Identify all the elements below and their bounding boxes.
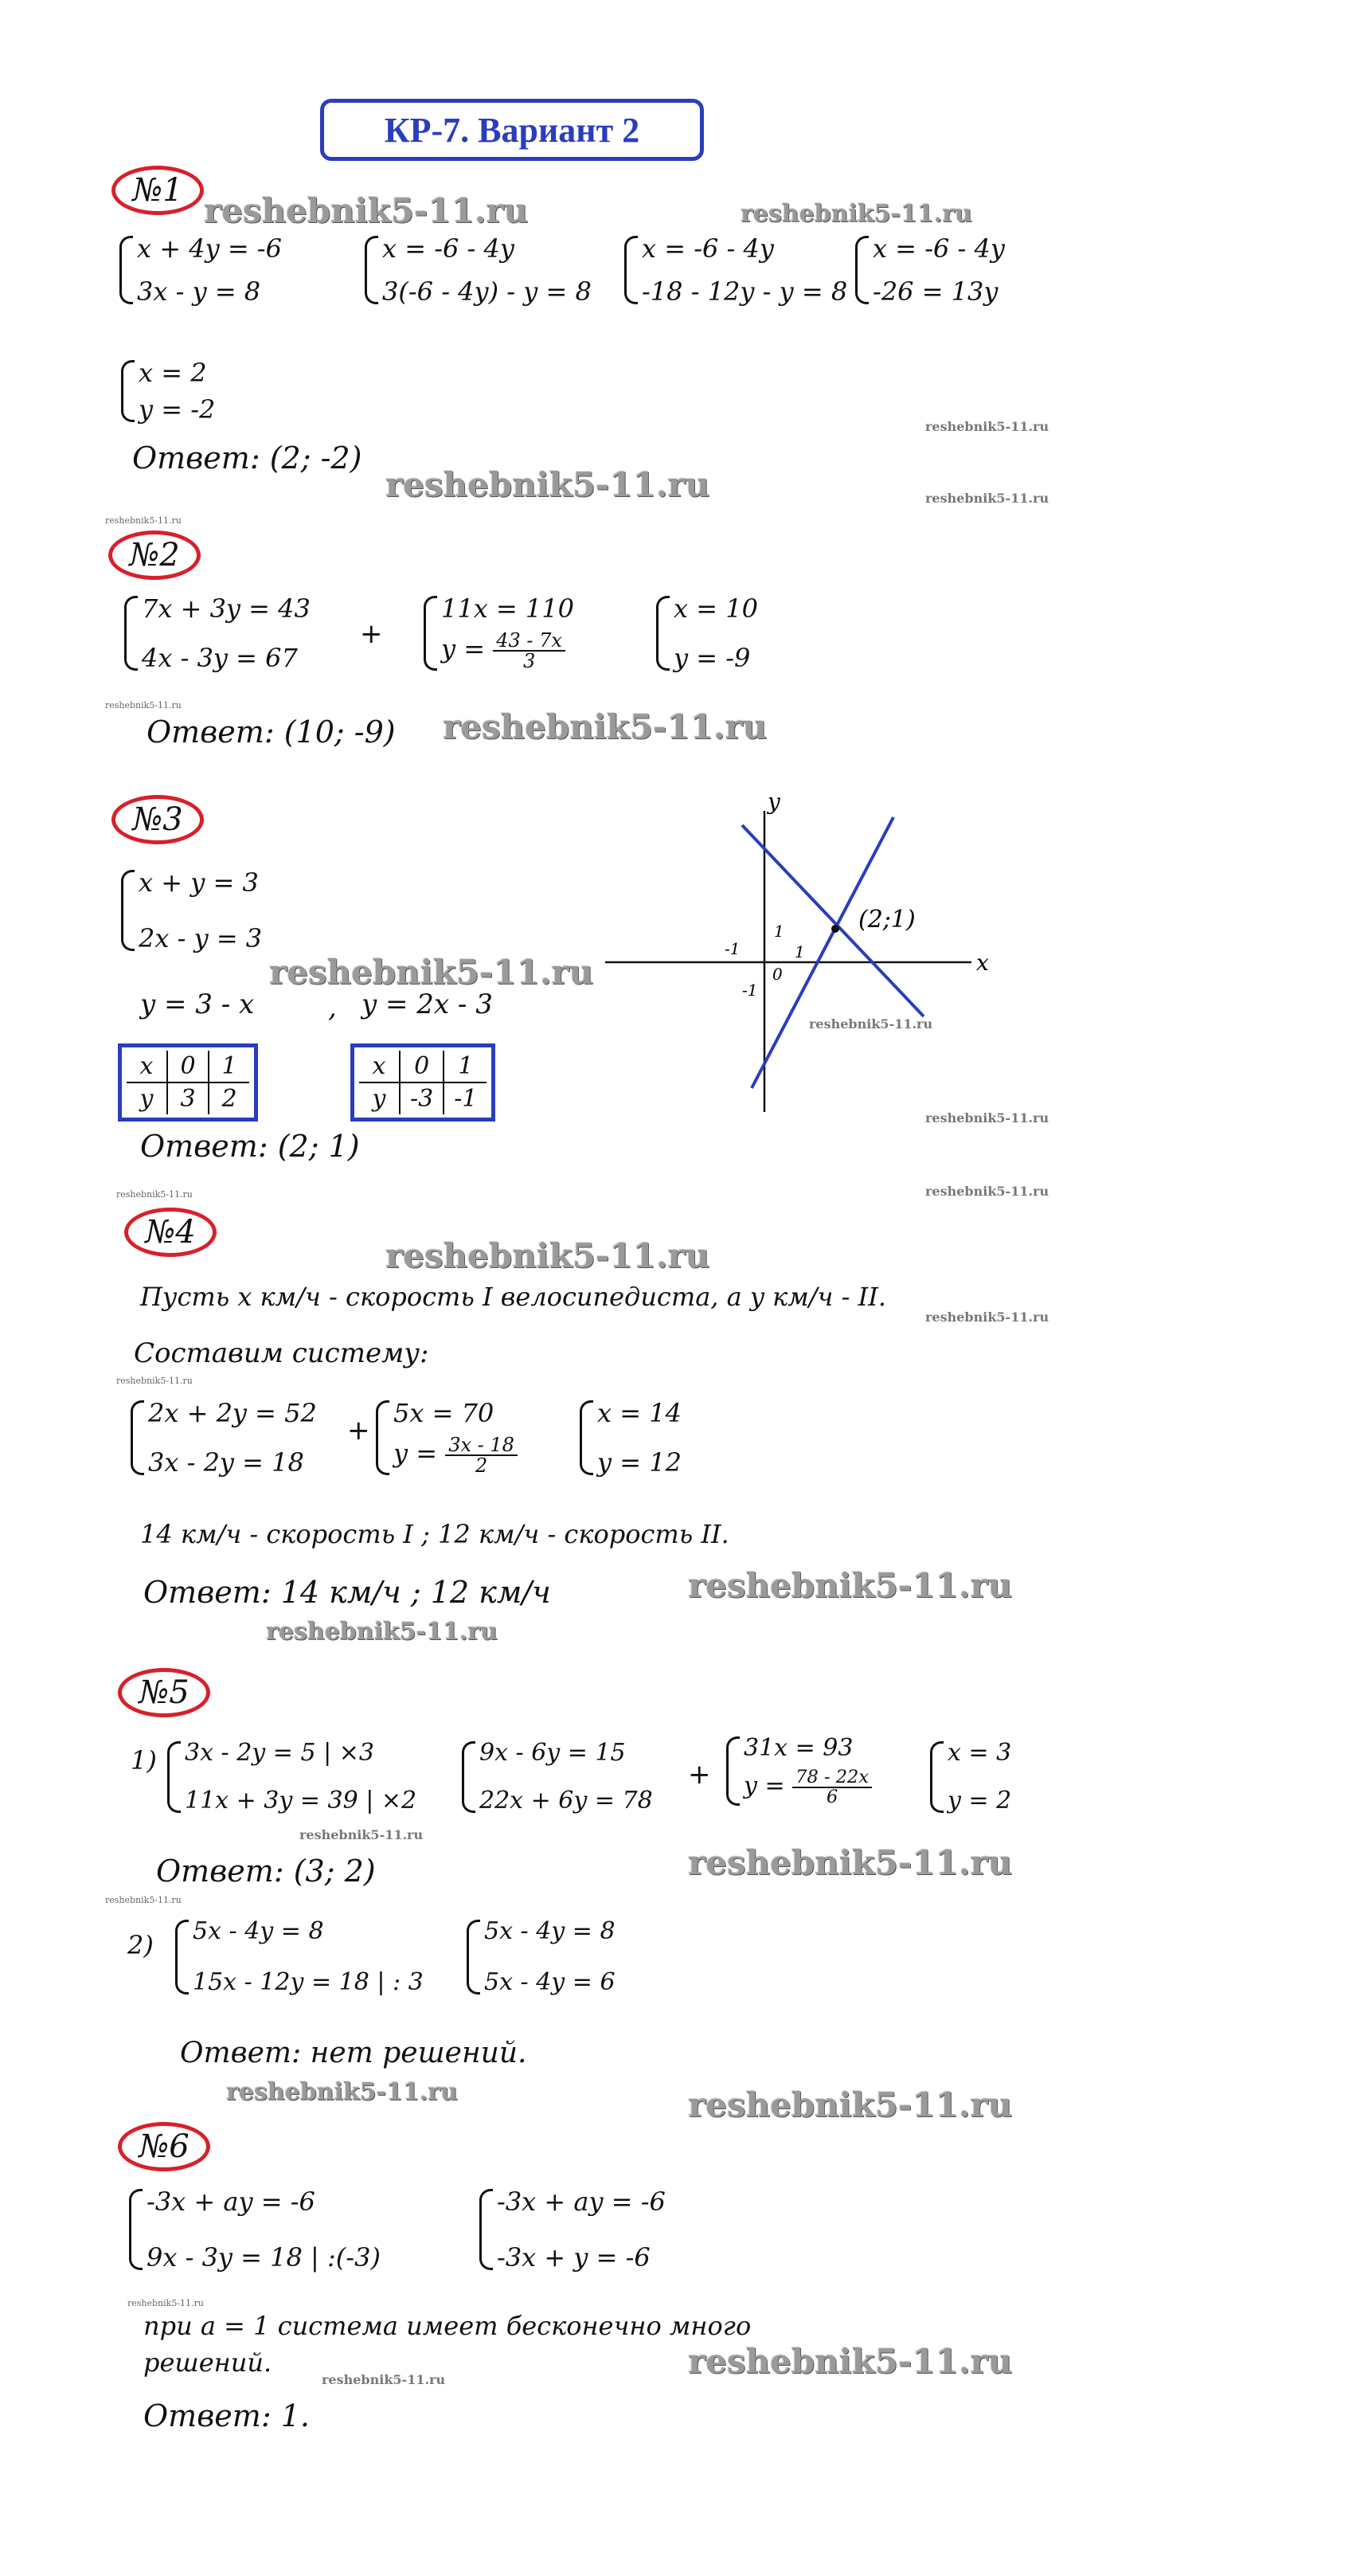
task5-system-3: [723, 1736, 872, 1806]
equation-lhs: y =: [393, 1438, 438, 1469]
equation: x = -6 - 4y: [873, 233, 1005, 264]
task5-answer-1: Ответ: (3; 2): [156, 1854, 376, 1889]
axis-label-x: x: [976, 949, 989, 976]
equation: 11x + 3y = 39 | ×2: [185, 1787, 417, 1815]
table-cell: -3: [400, 1082, 444, 1114]
plus-sign: +: [347, 1415, 370, 1447]
equation: 2x + 2y = 52: [148, 1398, 317, 1428]
watermark: reshebnik5-11.ru: [385, 1236, 710, 1275]
task1-system-2: [361, 233, 592, 307]
task5-system-6: [463, 1917, 616, 1996]
fraction-numerator: 78 - 22x: [792, 1768, 872, 1788]
watermark: reshebnik5-11.ru: [269, 953, 594, 992]
equation: 9x - 6y = 15: [479, 1739, 626, 1767]
task2-answer: Ответ: (10; -9): [147, 714, 396, 750]
fraction-denominator: 2: [475, 1454, 488, 1477]
plus-sign: +: [360, 618, 383, 650]
task4-speeds-line: 14 км/ч - скорость I ; 12 км/ч - скорость II.: [140, 1519, 729, 1549]
task4-intro-line: Пусть x км/ч - скорость I велосипедиста, а y км/ч - II.: [140, 1282, 887, 1312]
equation: x = -6 - 4y: [642, 233, 774, 264]
equation: x + 4y = -6: [137, 233, 282, 264]
task1-system-1: [116, 233, 282, 307]
task4-number-oval: №4: [124, 1208, 217, 1257]
equation: 5x - 4y = 8: [193, 1917, 324, 1945]
watermark: reshebnik5-11.ru: [105, 1895, 182, 1905]
watermark: reshebnik5-11.ru: [127, 2298, 204, 2308]
equation: x + y = 3: [139, 867, 259, 898]
watermark: reshebnik5-11.ru: [105, 700, 182, 711]
watermark: reshebnik5-11.ru: [105, 515, 182, 526]
equation: y = -2: [139, 394, 216, 425]
fraction: [445, 1435, 518, 1475]
watermark: reshebnik5-11.ru: [925, 1310, 1049, 1325]
equation: 11x = 110: [441, 593, 574, 624]
equation: 22x + 6y = 78: [479, 1787, 653, 1815]
watermark: reshebnik5-11.ru: [385, 465, 710, 504]
equation: 15x - 12y = 18 | : 3: [193, 1968, 424, 1996]
task1-system-5: [118, 358, 216, 425]
comma: ,: [328, 992, 337, 1024]
fraction-numerator: 43 - 7x: [493, 631, 565, 652]
tick-label: -1: [742, 981, 758, 1000]
watermark: reshebnik5-11.ru: [925, 491, 1049, 506]
intersection-point: [831, 925, 839, 933]
watermark: reshebnik5-11.ru: [741, 200, 972, 228]
table-cell: 0: [167, 1051, 209, 1082]
task2-number-oval: №2: [108, 530, 201, 580]
value-table-1: [118, 1043, 258, 1122]
watermark: reshebnik5-11.ru: [688, 1843, 1013, 1882]
equation: 2x - y = 3: [139, 923, 263, 953]
equation: x = 14: [597, 1398, 682, 1428]
equation: 7x + 3y = 43: [142, 593, 311, 624]
task3-system-1: [118, 867, 263, 953]
equation: 5x = 70: [393, 1398, 494, 1428]
task6-conclusion-line-2: решений.: [143, 2347, 272, 2378]
equation: 5x - 4y = 6: [484, 1968, 616, 1996]
value-table-1-grid: [127, 1051, 249, 1114]
table-cell: 0: [400, 1051, 444, 1082]
table-cell: y: [359, 1082, 400, 1114]
equation: y = 2: [948, 1787, 1012, 1815]
table-cell: x: [359, 1051, 400, 1082]
task4-system-3: [576, 1398, 682, 1478]
task5-system-2: [459, 1741, 653, 1813]
equation: -3x + y = -6: [497, 2242, 651, 2273]
table-cell: 1: [209, 1051, 249, 1082]
table-cell: 2: [209, 1082, 249, 1114]
task6-system-2: [476, 2186, 666, 2273]
task1-answer: Ответ: (2; -2): [132, 440, 362, 476]
task1-system-3: [621, 233, 848, 307]
task4-system-2: [373, 1400, 518, 1475]
equation: [393, 1435, 518, 1475]
value-table-2: [350, 1043, 495, 1122]
value-table-2-grid: [359, 1051, 487, 1114]
task3-number-oval: №3: [111, 795, 204, 844]
watermark: reshebnik5-11.ru: [688, 2085, 1013, 2124]
plus-sign: +: [688, 1759, 711, 1791]
equation: 31x = 93: [744, 1734, 854, 1762]
task6-conclusion-line-1: при a = 1 система имеет бесконечно много: [143, 2311, 752, 2341]
watermark: reshebnik5-11.ru: [116, 1376, 193, 1386]
task4-answer: Ответ: 14 км/ч ; 12 км/ч: [143, 1575, 551, 1610]
equation: 3x - y = 8: [137, 276, 261, 307]
task5-answer-2: Ответ: нет решений.: [180, 2037, 527, 2069]
task3-equation-1: y = 3 - x: [140, 989, 255, 1020]
watermark: reshebnik5-11.ru: [688, 2342, 1013, 2381]
task6-number-oval: №6: [118, 2122, 210, 2171]
equation-lhs: y =: [744, 1771, 785, 1800]
table-cell: x: [127, 1051, 167, 1082]
tick-label: 1: [795, 942, 805, 961]
fraction-denominator: 6: [826, 1786, 838, 1807]
task1-number-oval: №1: [111, 166, 204, 215]
watermark: reshebnik5-11.ru: [688, 1566, 1013, 1605]
equation: 5x - 4y = 8: [484, 1917, 616, 1945]
task2-system-2: [420, 593, 574, 672]
watermark: reshebnik5-11.ru: [925, 1110, 1049, 1126]
coordinate-graph: [605, 793, 1019, 1128]
equation: 9x - 3y = 18 | :(-3): [147, 2242, 381, 2273]
watermark: reshebnik5-11.ru: [266, 1618, 498, 1646]
table-cell: y: [127, 1082, 167, 1114]
equation: 3x - 2y = 18: [148, 1447, 304, 1478]
equation: x = -6 - 4y: [382, 233, 514, 264]
task5-system-4: [927, 1741, 1011, 1813]
watermark: reshebnik5-11.ru: [322, 2372, 446, 2387]
watermark: reshebnik5-11.ru: [925, 419, 1049, 434]
task6-system-1: [126, 2186, 381, 2273]
equation: x = 3: [948, 1739, 1012, 1767]
table-cell: 3: [167, 1082, 209, 1114]
page-title: КР-7. Вариант 2: [320, 99, 704, 161]
equation: 3x - 2y = 5 | ×3: [185, 1739, 374, 1767]
intersection-label: (2;1): [858, 906, 916, 934]
equation: -26 = 13y: [873, 276, 999, 307]
equation: y = -9: [674, 643, 751, 673]
equation: [744, 1768, 872, 1806]
tick-label: -1: [725, 939, 741, 958]
tick-label: 0: [772, 965, 783, 984]
task3-answer: Ответ: (2; 1): [140, 1129, 360, 1164]
equation: [441, 631, 574, 671]
task2-system-3: [653, 593, 758, 673]
equation: x = 2: [139, 358, 207, 388]
task3-equation-2: y = 2x - 3: [361, 989, 493, 1020]
part-label: 1): [131, 1745, 157, 1775]
task1-system-4: [852, 233, 1005, 307]
task6-answer: Ответ: 1.: [143, 2398, 310, 2433]
part-label: 2): [127, 1930, 154, 1960]
equation: 4x - 3y = 67: [142, 643, 298, 673]
equation: y = 12: [597, 1447, 682, 1478]
watermark: reshebnik5-11.ru: [443, 707, 768, 746]
watermark: reshebnik5-11.ru: [299, 1827, 424, 1842]
fraction-denominator: 3: [522, 650, 536, 672]
task4-system-intro: Составим систему:: [134, 1337, 429, 1369]
watermark: reshebnik5-11.ru: [809, 1016, 933, 1032]
equation: 3(-6 - 4y) - y = 8: [382, 276, 592, 307]
watermark: reshebnik5-11.ru: [226, 2078, 458, 2106]
table-cell: -1: [444, 1082, 487, 1114]
equation: -3x + ay = -6: [147, 2186, 315, 2217]
fraction: [493, 631, 565, 671]
task5-system-5: [172, 1917, 424, 1996]
task2-system-1: [121, 593, 311, 673]
axis-label-y: y: [768, 793, 780, 815]
tick-label: 1: [774, 922, 784, 941]
fraction: [792, 1768, 872, 1806]
equation: x = 10: [674, 593, 758, 624]
equation-lhs: y =: [441, 633, 486, 664]
table-cell: 1: [444, 1051, 487, 1082]
task5-system-1: [164, 1741, 416, 1813]
equation: -18 - 12y - y = 8: [642, 276, 848, 307]
equation: -3x + ay = -6: [497, 2186, 666, 2217]
watermark: reshebnik5-11.ru: [116, 1189, 193, 1200]
watermark: reshebnik5-11.ru: [925, 1184, 1049, 1199]
watermark: reshebnik5-11.ru: [204, 191, 529, 230]
task5-number-oval: №5: [118, 1668, 210, 1717]
fraction-numerator: 3x - 18: [445, 1435, 518, 1456]
task4-system-1: [127, 1398, 317, 1478]
